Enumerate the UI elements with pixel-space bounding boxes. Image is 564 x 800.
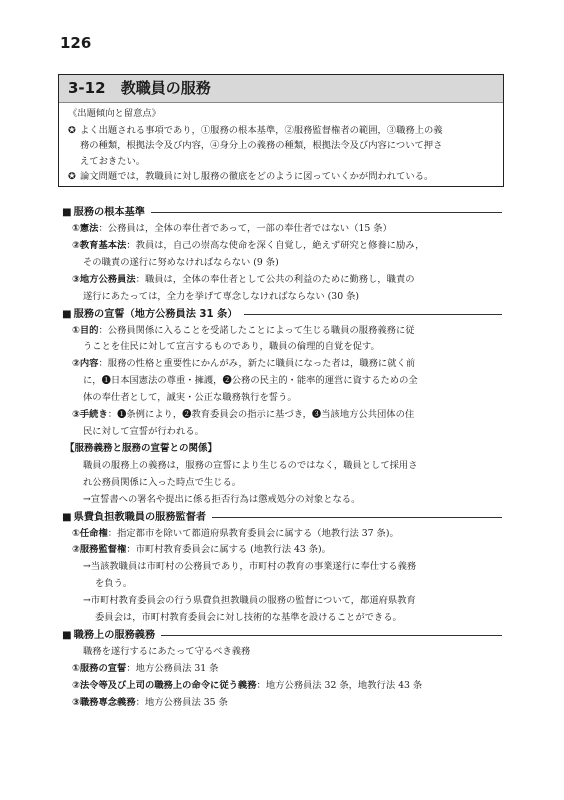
item-continuation: に，❶日本国憲法の尊重・擁護，❷公務の民主的・能率的運営に資するための全 (83, 375, 418, 387)
arrow-note-continuation: を負う。 (95, 578, 133, 590)
list-item (62, 323, 502, 340)
page-number: 126 (60, 34, 92, 52)
item-text: ：公務員は，全体の奉仕者であって，一部の奉仕者ではない（15 条） (98, 223, 392, 234)
note-text: えておきたい。 (80, 155, 146, 167)
section-title: 服務の宣誓（地方公務員法 31 条） (73, 308, 238, 320)
section-title: 職務上の服務義務 (73, 629, 156, 641)
item-text: ：教員は，自己の崇高な使命を深く自覚し，絶えず研究と修養に励み， (126, 239, 425, 251)
paragraph: 職務を遂行するにあたって守るべき義務 (83, 645, 251, 657)
list-item (62, 542, 502, 559)
list-item (62, 356, 502, 373)
item-continuation: 体の奉仕者として，誠実・公正な職務執行を誓う。 (83, 392, 297, 404)
item-text: ：地方公務員法 31 条 (126, 662, 219, 674)
list-item (62, 238, 502, 255)
topic-title: 教職員の服務 (120, 79, 211, 97)
note-text: よく出題される事項であり，①服務の根本基準，②服務監督権者の範囲，③職務上の義 (80, 124, 443, 136)
item-text: ：地方公務員法 32 条，地教行法 43 条 (256, 679, 423, 691)
main-content (62, 204, 502, 712)
item-label: ①任命権 (72, 527, 108, 539)
star-bullet-icon: ✪ (68, 124, 76, 136)
square-marker-icon: ■ (62, 207, 72, 218)
note-bullet (68, 169, 495, 185)
divider (212, 517, 502, 518)
arrow-note-continuation: 委員会は，市町村教育委員会に対し技術的な基準を設けることができる。 (95, 612, 402, 624)
item-label: ①憲法 (72, 223, 99, 234)
topic-number: 3-12 (68, 79, 106, 97)
item-text: ：職員は，全体の奉仕者として公共の利益のために勤務し，職責の (135, 273, 415, 285)
arrow-note: →当該教職員は市町村の公務員であり，市町村の教育の事業遂行に奉仕する義務 (83, 561, 417, 573)
arrow-note: →市町村教育委員会の行う県費負担教職員の服務の監督について，都道府県教育 (83, 595, 416, 607)
item-text: ：市町村教育委員会に属する (地教行法 43 条)。 (126, 544, 331, 556)
note-text: 論文問題では，教職員に対し服務の徹底をどのように図っていくかが問われている。 (80, 171, 434, 182)
list-item (62, 526, 502, 543)
section-heading (62, 306, 502, 323)
divider (244, 314, 502, 315)
paragraph: 職員の服務上の義務は，服務の宣誓により生じるのではなく，職員として採用さ (83, 459, 418, 471)
item-label: ②法令等及び上司の職務上の命令に従う義務 (72, 679, 257, 691)
arrow-note: →宣誓書への署名や提出に係る拒否行為は懲戒処分の対象となる。 (83, 493, 361, 505)
item-text: ：服務の性格と重要性にかんがみ，新たに職員になった者は，職務に就く前 (98, 358, 416, 370)
topic-header (59, 75, 503, 103)
item-continuation: その職責の遂行に努めなければならない (9 条) (83, 256, 279, 268)
item-continuation: 民に対して宣誓が行われる。 (83, 425, 204, 437)
item-label: ①目的 (72, 324, 99, 336)
square-marker-icon: ■ (62, 308, 72, 320)
section-heading (62, 509, 502, 526)
item-text: ：地方公務員法 35 条 (135, 696, 228, 708)
note-bullet (68, 123, 495, 139)
item-continuation: 遂行にあたっては，全力を挙げて専念しなければならない (30 条) (83, 290, 360, 302)
item-label: ③職務専念義務 (72, 696, 136, 708)
section-heading (62, 627, 502, 644)
divider (151, 212, 502, 213)
list-item (62, 221, 502, 238)
item-text: ：公務員関係に入ることを受諾したことによって生じる職員の服務義務に従 (98, 324, 415, 336)
square-marker-icon: ■ (62, 629, 72, 641)
list-item (62, 678, 502, 695)
note-text: 務の種類，根拠法令及び内容，④身分上の義務の種類，根拠法令及び内容について押さ (80, 140, 443, 151)
item-label: ③地方公務員法 (72, 273, 136, 285)
list-item (62, 695, 502, 712)
item-label: ②内容 (72, 358, 99, 370)
topic-notes (59, 103, 503, 185)
list-item (62, 272, 502, 289)
section-title: 服務の根本基準 (73, 207, 145, 218)
item-text: ：❶条例により，❷教育委員会の指示に基づき，❸当該地方公共団体の住 (107, 409, 415, 421)
star-bullet-icon: ✪ (68, 171, 76, 182)
item-continuation: うことを住民に対して宣言するものであり，職員の倫理的自覚を促す。 (83, 341, 380, 353)
item-label: ②教育基本法 (72, 239, 127, 251)
topic-box (58, 74, 504, 187)
list-item (62, 407, 502, 424)
square-marker-icon: ■ (62, 511, 72, 523)
notes-subtitle: 《出題傾向と留意点》 (68, 108, 161, 119)
divider (161, 635, 502, 636)
item-label: ③手続き (72, 409, 108, 421)
list-item (62, 661, 502, 678)
section-title: 県費負担教職員の服務監督者 (73, 511, 207, 523)
item-label: ①服務の宣誓 (72, 662, 127, 674)
subheading: 【服務義務と服務の宣誓との関係】 (65, 442, 218, 454)
item-text: ：指定都市を除いて都道府県教育委員会に属する（地教行法 37 条)。 (107, 527, 399, 539)
section-heading (62, 204, 502, 221)
paragraph: れ公務員関係に入った時点で生じる。 (83, 476, 242, 488)
item-label: ②服務監督権 (72, 544, 127, 556)
